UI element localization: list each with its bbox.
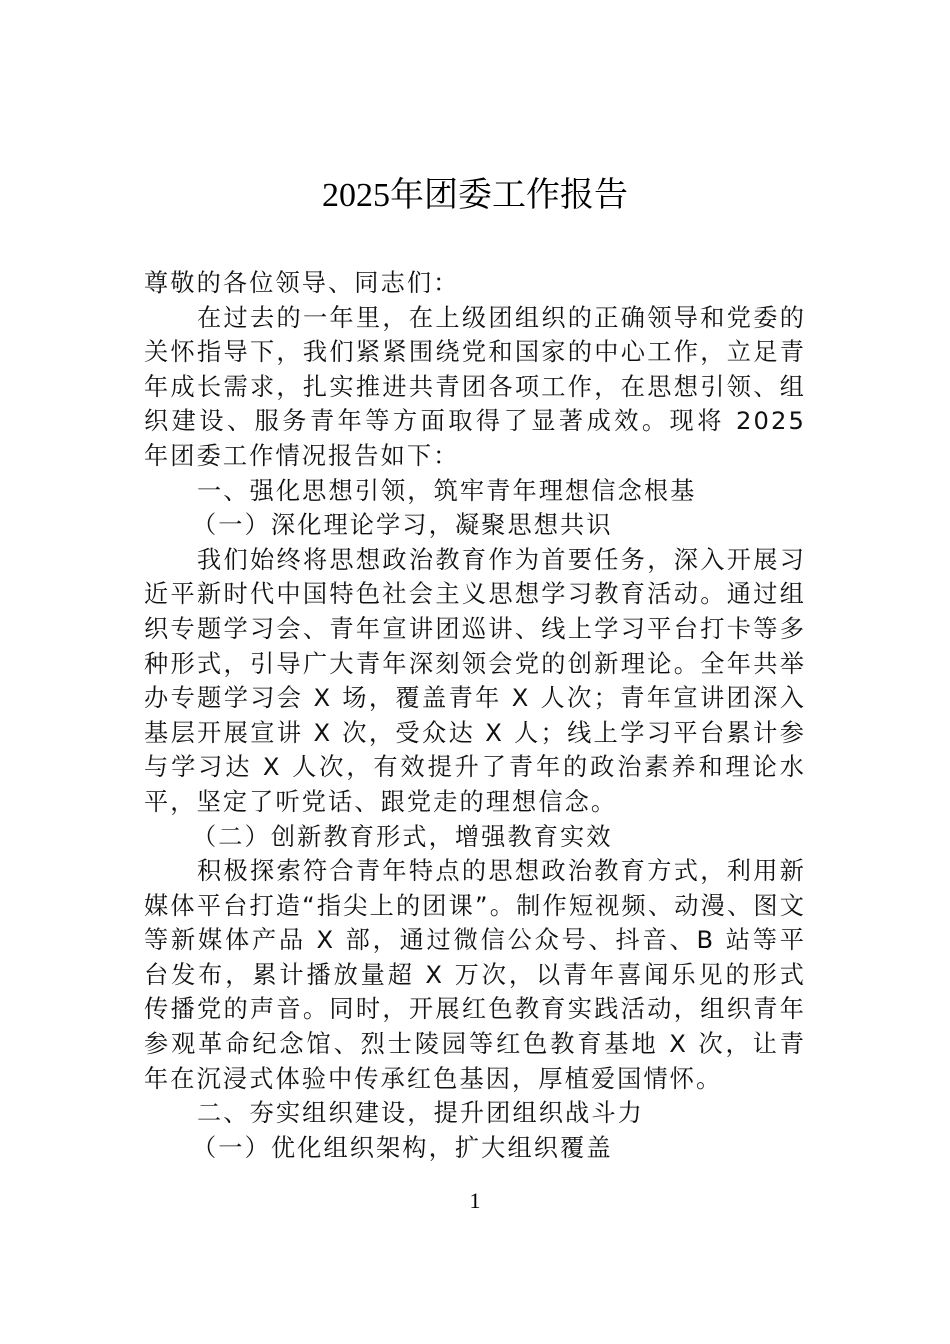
document-title: 2025年团委工作报告 [322,177,628,214]
body-paragraph-1-1: 我们始终将思想政治教育作为首要任务，深入开展习近平新时代中国特色社会主义思想学习教育活动。通过组织专题学习会、青年宣讲团巡讲、线上学习平台打卡等多种形式，引导广大青年深刻领会党的创新理论。全年共举办专题学习会 X 场，覆盖青年 X 人次；青年宣讲团深入基层开展宣讲 X 次，受众达 X 人；线上学习平台累计参与学习达 X 人次，有效提升了青年的政治素养和理论水平，坚定了听党话、跟党走的理想信念。 [144,545,806,816]
document-body [144,266,806,1165]
salutation: 尊敬的各位领导、同志们： [144,269,460,297]
body-paragraph-1-2: 积极探索符合青年特点的思想政治教育方式，利用新媒体平台打造“指尖上的团课”。制作短视频、动漫、图文等新媒体产品 X 部，通过微信公众号、抖音、B 站等平台发布，累计播放量超 X 万次，以青年喜闻乐见的形式传播党的声音。同时，开展红色教育实践活动，组织青年参观革命纪念馆、烈士陵园等红色教育基地 X 次，让青年在沉浸式体验中传承红色基因，厚植爱国情怀。 [144,857,806,1093]
page-number: 1 [469,1188,481,1213]
section-heading-2: 二、夯实组织建设，提升团组织战斗力 [197,1099,644,1128]
subsection-heading-1-2: （二）创新教育形式，增强教育实效 [192,822,613,851]
subsection-heading-1-1: （一）深化理论学习，凝聚思想共识 [192,511,613,540]
section-heading-1: 一、强化思想引领，筑牢青年理想信念根基 [197,476,697,505]
subsection-heading-2-1: （一）优化组织架构，扩大组织覆盖 [192,1133,613,1162]
intro-paragraph: 在过去的一年里，在上级团组织的正确领导和党委的关怀指导下，我们紧紧围绕党和国家的中心工作，立足青年成长需求，扎实推进共青团各项工作，在思想引领、组织建设、服务青年等方面取得了显著成效。现将 2025 年团委工作情况报告如下： [144,303,806,470]
